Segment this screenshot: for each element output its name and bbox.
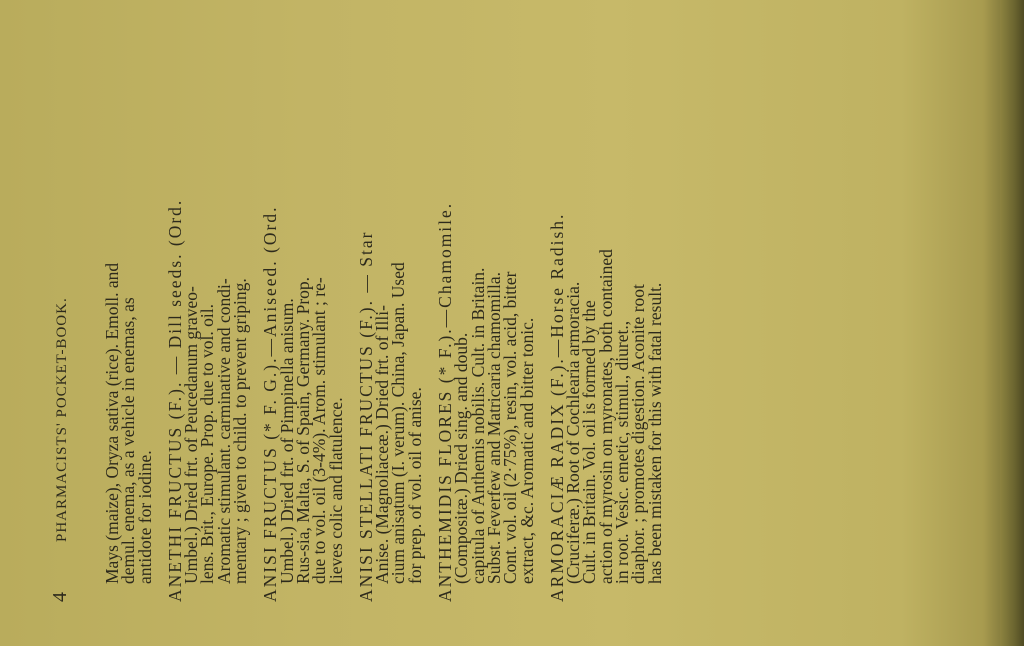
entry-continuation	[104, 32, 153, 602]
text-line: Mays (maize), Oryza sativa (rice). Emoll. and	[102, 262, 122, 584]
entry-heading-line: ANISI FRUCTUS (* F. G.).—Aniseed. (Ord.	[260, 205, 281, 602]
page-header	[49, 32, 72, 602]
text-line: diaphor. ; promotes digestion. Aconite root	[628, 284, 649, 584]
text-line: mentary ; given to child. to prevent griping.	[230, 278, 251, 584]
entry-armoraciae-radix	[546, 32, 665, 602]
entry-anisi-fructus	[260, 32, 346, 602]
text-line: (Cruciferæ.) Root of Cochlearia armoracia.	[563, 281, 584, 584]
text-line: (Compositæ.) Dried sing. and doub.	[451, 332, 472, 584]
text-line: Umbel.) Dried frt. of Pimpinella anisum.	[276, 298, 297, 584]
text-line: capitula of Anthemis nobilis. Cult. in Britain.	[467, 267, 488, 584]
text-line: lieves colic and flatulence.	[325, 397, 346, 584]
text-line: has been mistaken for this with fatal result.	[644, 282, 665, 584]
running-title: PHARMACISTS' POCKET-BOOK.	[54, 297, 70, 542]
page-edge	[1000, 0, 1024, 646]
text-line: action of myrosin on myronates, both contained	[595, 249, 616, 584]
entry-heading-line: ANTHEMIDIS FLORES (* F.).—Chamomile.	[435, 201, 456, 602]
text-line: Anise. (Magnoliaceæ.) Dried frt. of Illi-	[372, 305, 393, 584]
entry-anethi-fructus	[164, 32, 251, 602]
text-line: lens. Brit., Europe. Prop. due to vol. oil.	[197, 304, 218, 584]
text-line: in root. Vesic. emetic, stimul., diuret.,	[612, 320, 633, 584]
entry-anthemidis-flores	[437, 32, 535, 602]
text-line: Cont. vol. oil (2·75%), resin, vol. acid, bitter	[500, 271, 521, 584]
text-line: due to vol. oil (3-4%). Arom. stimulant ; re-	[309, 277, 330, 584]
text-line: Umbel.) Dried frt. of Peucedanum graveo-	[181, 286, 202, 584]
page-number: 4	[49, 590, 71, 602]
text-line: Subst. Feverfew and Matricaria chamomilla.	[483, 272, 504, 584]
rotated-page-content	[49, 32, 952, 602]
text-line: antidote for iodine.	[134, 450, 155, 584]
text-line: Aromatic stimulant. carminative and condi-	[213, 278, 234, 584]
text-line: demul. enema, as a vehicle in enemas, as	[118, 297, 139, 584]
text-line: Rus-sia, Malta, S. of Spain, Germany. Prop.	[292, 276, 313, 584]
entry-anisi-stellati-fructus	[355, 32, 425, 602]
text-line: cium anisatum (I. verum). China, Japan. Used	[388, 262, 409, 584]
text-line: extract, &c. Aromatic and bitter tonic.	[516, 317, 537, 584]
text-line: for prep. of vol. oil of anise.	[404, 387, 425, 584]
entry-heading-line: ANISI STELLATI FRUCTUS (F.). — Star	[355, 230, 376, 602]
text-line: Cult. in Britain. Vol. oil is formed by the	[579, 300, 600, 584]
entry-heading-line: ANETHI FRUCTUS (F.). — Dill seeds. (Ord.	[164, 198, 185, 602]
entry-heading-line: ARMORACIÆ RADIX (F.).—Horse Radish.	[546, 212, 567, 602]
